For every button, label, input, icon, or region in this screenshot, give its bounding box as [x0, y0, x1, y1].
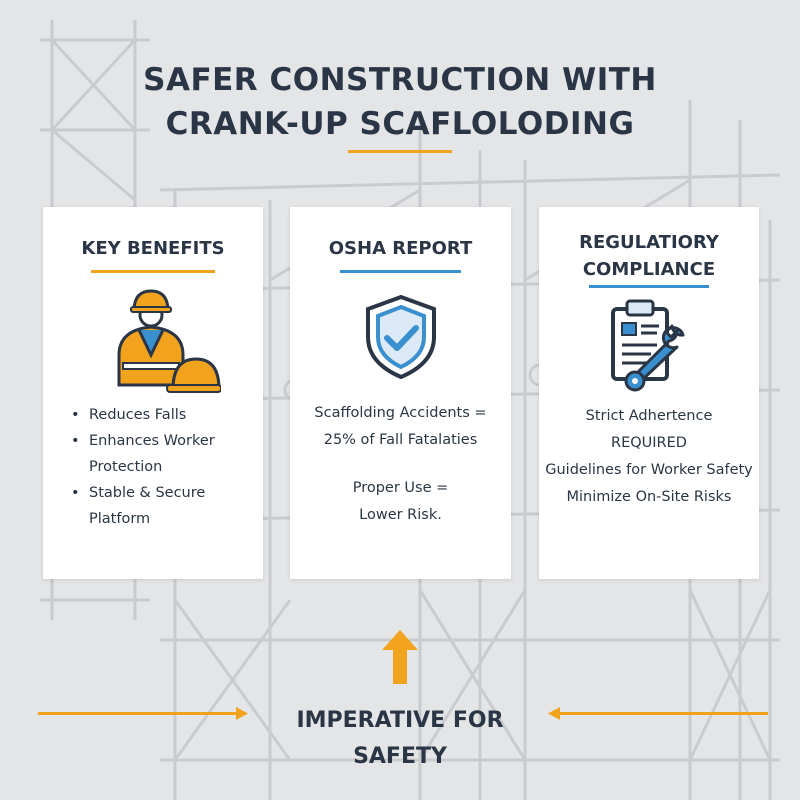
osha-report-underline — [340, 270, 461, 273]
up-arrow-icon — [380, 630, 420, 684]
regulatory-line-1: Strict Adhertence — [585, 408, 713, 424]
construction-workers-icon — [101, 285, 221, 395]
key-benefits-title: KEY BENEFITS — [81, 238, 225, 259]
regulatory-line-4: Minimize On-Site Risks — [566, 489, 732, 505]
regulatory-title-line-2: COMPLIANCE — [582, 259, 716, 280]
regulatory-compliance-text — [539, 403, 759, 511]
osha-line-3: Proper Use = — [352, 480, 449, 496]
page-title — [0, 58, 800, 146]
title-line-2: CRANK-UP SCAFLOLODING — [165, 106, 635, 142]
osha-report-title: OSHA REPORT — [328, 238, 473, 259]
key-benefits-underline — [91, 270, 215, 273]
regulatory-line-2: REQUIRED — [611, 435, 687, 451]
regulatory-compliance-underline — [589, 285, 709, 288]
title-line-1: SAFER CONSTRUCTION WITH — [143, 62, 657, 98]
clipboard-wrench-icon — [607, 297, 693, 393]
list-item: • Reduces Falls — [71, 402, 263, 428]
right-arrow-line — [558, 712, 768, 715]
shield-check-icon — [362, 293, 440, 381]
title-underline — [348, 150, 452, 153]
key-benefits-list — [71, 402, 263, 532]
osha-line-4: Lower Risk. — [359, 507, 442, 523]
osha-report-text — [290, 400, 511, 529]
regulatory-compliance-card — [539, 207, 759, 579]
osha-line-1: Scaffolding Accidents = — [314, 405, 487, 421]
list-item: • Stable & Secure Platform — [71, 480, 263, 532]
imperative-label: IMPERATIVE FOR SAFETY — [296, 708, 504, 769]
regulatory-line-3: Guidelines for Worker Safety — [545, 462, 753, 478]
right-arrow-icon — [236, 707, 248, 720]
osha-report-card — [290, 207, 511, 579]
list-item: • Enhances Worker Protection — [71, 428, 263, 480]
left-arrow-line — [38, 712, 238, 715]
regulatory-compliance-title — [539, 229, 759, 283]
regulatory-title-line-1: REGULATIORY — [579, 232, 719, 253]
key-benefits-card — [43, 207, 263, 579]
osha-line-2: 25% of Fall Fatalaties — [323, 432, 478, 448]
